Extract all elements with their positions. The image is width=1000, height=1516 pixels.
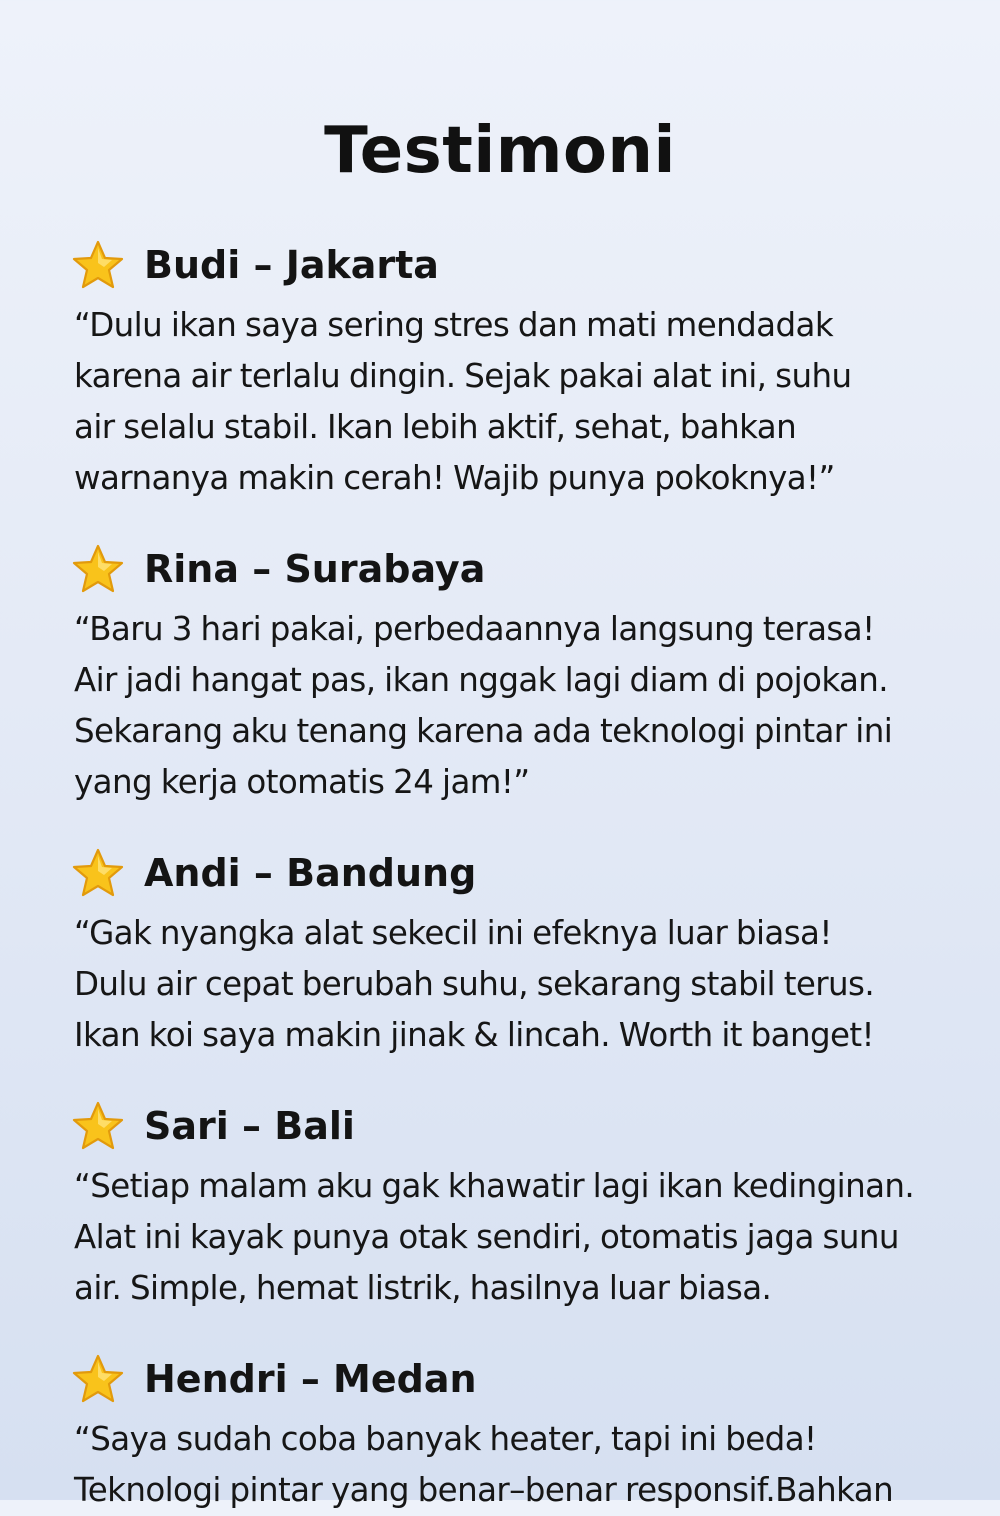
quote-line: Air jadi hangat pas, ikan nggak lagi diam di pojokan. [74,661,889,699]
testimonial-item [74,1097,960,1314]
quote-line: Teknologi pintar yang benar–benar responsif.Bahkan [74,1471,894,1509]
quote-line: “Setiap malam aku gak khawatir lagi ikan kedinginan. [74,1167,915,1205]
testimonial-item [74,1350,960,1516]
testimonial-header [70,540,960,598]
testimonial-header [70,844,960,902]
testimonial-header [70,236,960,294]
reviewer-name: Rina – Surabaya [144,547,486,591]
testimonial-quote [74,1161,960,1314]
quote-line: Dulu air cepat berubah suhu, sekarang stabil terus. [74,965,875,1003]
star-icon [70,239,126,291]
testimonial-header [70,1350,960,1408]
quote-line: Alat ini kayak punya otak sendiri, otomatis jaga sunu [74,1218,899,1256]
testimonial-quote [74,1414,960,1516]
reviewer-name: Budi – Jakarta [144,243,439,287]
quote-line: Ikan koi saya makin jinak & lincah. Worth it banget! [74,1016,874,1054]
star-icon [70,543,126,595]
testimonial-quote [74,908,960,1061]
star-icon [70,1100,126,1152]
testimonial-header [70,1097,960,1155]
quote-line: warnanya makin cerah! Wajib punya pokoknya!” [74,459,835,497]
quote-line: “Baru 3 hari pakai, perbedaannya langsung terasa! [74,610,875,648]
reviewer-name: Andi – Bandung [144,851,477,895]
reviewer-name: Hendri – Medan [144,1357,477,1401]
quote-line: Sekarang aku tenang karena ada teknologi pintar ini [74,712,893,750]
quote-line: karena air terlalu dingin. Sejak pakai alat ini, suhu [74,357,852,395]
testimonial-quote [74,604,960,808]
star-icon [70,1353,126,1405]
quote-line: “Dulu ikan saya sering stres dan mati mendadak [74,306,834,344]
testimonial-item [74,540,960,808]
quote-line: yang kerja otomatis 24 jam!” [74,763,530,801]
star-icon [70,847,126,899]
quote-line: air selalu stabil. Ikan lebih aktif, sehat, bahkan [74,408,797,446]
reviewer-name: Sari – Bali [144,1104,355,1148]
testimonial-quote [74,300,960,504]
quote-line: “Saya sudah coba banyak heater, tapi ini beda! [74,1420,817,1458]
quote-line: “Gak nyangka alat sekecil ini efeknya luar biasa! [74,914,832,952]
quote-line: air. Simple, hemat listrik, hasilnya luar biasa. [74,1269,772,1307]
testimonial-list [74,236,960,1516]
testimonial-item [74,236,960,504]
page-title: Testimoni [324,114,676,188]
testimonial-item [74,844,960,1061]
